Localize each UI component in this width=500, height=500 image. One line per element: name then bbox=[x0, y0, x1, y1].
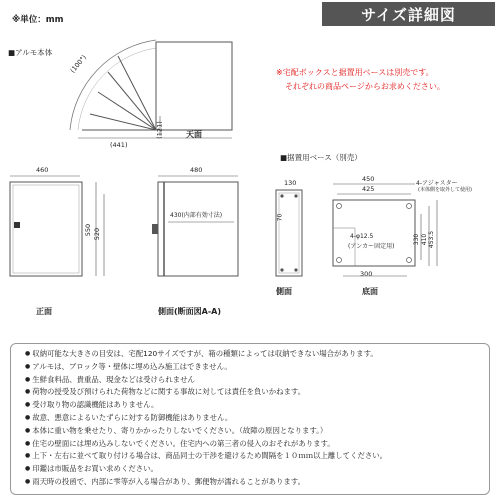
base-side-label: 側面 bbox=[276, 287, 292, 296]
top-view-drawing bbox=[60, 30, 240, 150]
notes-list bbox=[25, 348, 477, 489]
dim-130-label: 130 bbox=[284, 179, 297, 187]
anchor-label: (アンカー固定用) bbox=[348, 243, 395, 250]
adjuster-note: (本体側を取外して使用) bbox=[418, 187, 472, 193]
note-item: ● 故意、悪意によるいたずらに対する防御機能はありません。 bbox=[25, 412, 477, 425]
note-item: ● 生鮮食料品、貴重品、現金などは受けられません bbox=[25, 374, 477, 387]
dim-450-label: 450 bbox=[362, 175, 375, 183]
page-title: サイズ詳細図 bbox=[361, 5, 456, 24]
note-item: ● 収納可能な大きさの目安は、宅配120サイズですが、箱の種類によっては収納できない場合があります。 bbox=[25, 348, 477, 361]
note-item: ● 本体に重い物を乗せたり、寄りかかったりしないでください。（故障の原因となります。） bbox=[25, 425, 477, 438]
dim-460-label: 460 bbox=[36, 166, 49, 174]
dim-300-label: 300 bbox=[360, 270, 373, 278]
dim-100-label: (100°) bbox=[68, 53, 89, 75]
dim-520-label: 520 bbox=[93, 227, 102, 241]
body-section-label: ■アルモ本体 bbox=[8, 48, 53, 57]
note-item: ● 荷物の授受及び預けられた荷物などに関する事故に対しては責任を負いかねます。 bbox=[25, 386, 477, 399]
front-view-drawing bbox=[0, 170, 120, 300]
dim-121-label: (121) bbox=[155, 121, 164, 139]
dim-4535-label: 453.5 bbox=[428, 230, 436, 249]
unit-label: ※単位：mm bbox=[12, 15, 64, 25]
dim-430-label: 430(内部有効寸法) bbox=[170, 212, 223, 219]
note-item: ● 住宅の壁面には埋め込みしないでください。住宅内への第三者の侵入のおそれがあります。 bbox=[25, 438, 477, 451]
top-view-label: 天面 bbox=[186, 130, 202, 139]
title-banner bbox=[322, 2, 495, 26]
dim-70-label: 70 bbox=[276, 213, 284, 222]
dim-550-label: 550 bbox=[84, 223, 93, 237]
note-item: ● 上下・左右に並べて取り付ける場合は、商品同士の干渉を避けるため間隔を１０ｍｍ以上離してください。 bbox=[25, 450, 477, 463]
notice-line2: それぞれの商品ページからお求めください。 bbox=[285, 82, 445, 91]
note-item: ● 印鑑は市販品をお買い求めください。 bbox=[25, 463, 477, 476]
hole-label: 4-φ12.5 bbox=[350, 233, 374, 240]
dim-480-label: 480 bbox=[190, 166, 203, 174]
dim-425-label: 425 bbox=[362, 185, 375, 193]
base-side-drawing bbox=[270, 186, 320, 286]
note-item: ● 雨天時の投函で、内部に雫等が入る場合があり、郵便物が濡れることがあります。 bbox=[25, 476, 477, 489]
base-section-label: ■据置用ベース（別売） bbox=[280, 153, 362, 162]
side-view-drawing bbox=[150, 170, 250, 300]
notes-box bbox=[10, 343, 490, 495]
dim-330-label: 330 bbox=[413, 233, 421, 246]
base-bottom-label: 底面 bbox=[362, 287, 378, 296]
dim-441-label: (441) bbox=[110, 141, 128, 149]
note-item: ● アルモは、ブロック等・壁体に埋め込み施工はできません。 bbox=[25, 361, 477, 374]
adjuster-label: 4-アジャスター bbox=[416, 180, 458, 187]
notice-line1: ※宅配ボックスと据置用ベースは別売です。 bbox=[276, 68, 434, 77]
side-view-label: 側面(断面図A-A) bbox=[158, 307, 222, 316]
note-item: ● 受け取り物の認識機能はありません。 bbox=[25, 399, 477, 412]
dim-410-label: 410 bbox=[421, 233, 429, 246]
front-view-label: 正面 bbox=[36, 307, 52, 316]
